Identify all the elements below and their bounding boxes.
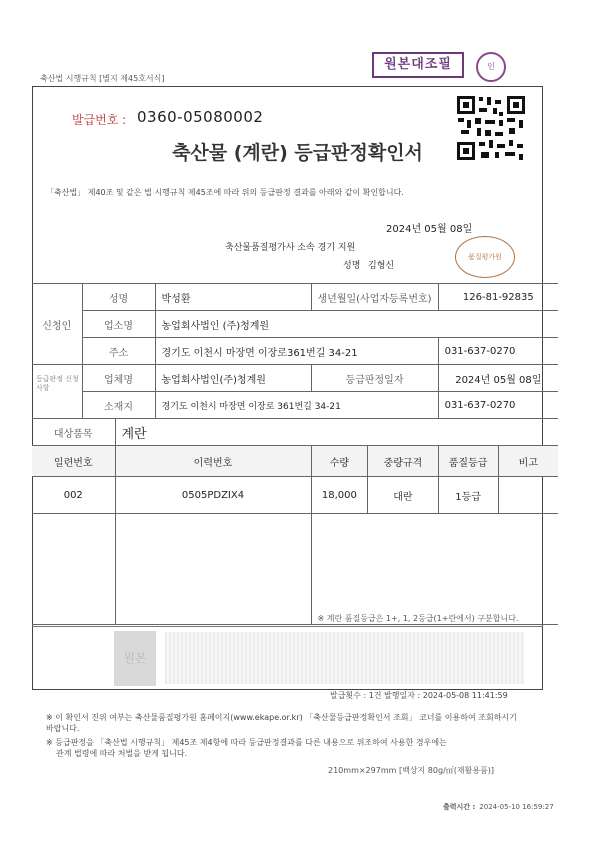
applicant-name: 박성환 (155, 284, 311, 311)
row-grade: 1등급 (438, 477, 498, 514)
print-time (443, 802, 554, 812)
company-name: 농업회사법인 (주)청계원 (155, 311, 558, 338)
official-seal-icon: 품질평가원 (455, 236, 515, 278)
issue-number-label: 발급번호 : (72, 113, 127, 127)
company-label: 업소명 (82, 311, 155, 338)
judge-date: 2024년 05월 08일 (438, 365, 558, 392)
legal-basis-text: 「축산법」 제40조 및 같은 법 시행규칙 제45조에 따라 위의 등급판정 결과를 아래와 같이 확인합니다. (46, 188, 404, 197)
document-title: 축산물 (계란) 등급판정확인서 (172, 142, 423, 164)
seal-icon: 인 (476, 52, 506, 82)
row-trace-no: 0505PDZIX4 (115, 477, 311, 514)
location-label: 소재지 (82, 392, 155, 419)
plant-label: 업체명 (82, 365, 155, 392)
plant-name: 농업회사법인(주)청계원 (155, 365, 311, 392)
table-row (32, 477, 558, 514)
row-weight-spec: 대란 (368, 477, 438, 514)
original-watermark: 원본 (114, 631, 156, 686)
print-time-label: 출력시간 : (443, 803, 476, 811)
row-serial: 002 (32, 477, 115, 514)
officer-name: 김형신 (368, 261, 395, 271)
header-remarks: 비고 (498, 446, 558, 477)
header-serial: 일련번호 (32, 446, 115, 477)
row-remarks (498, 477, 558, 514)
applicant-name-label: 성명 (82, 284, 155, 311)
footnote-penalty: 관계 법령에 따라 처벌을 받게 됩니다. (56, 749, 188, 758)
header-quantity: 수량 (311, 446, 368, 477)
officer-affiliation: 축산물품질평가사 소속 경기 지원 (225, 243, 356, 253)
judge-date-label: 등급판정일자 (311, 365, 438, 392)
security-pattern (165, 632, 525, 684)
applicant-bizno: 126-81-92835 (438, 284, 558, 311)
footnote-forgery: ※ 등급판정을 「축산법 시행규칙」 제45조 제4항에 따라 등급판정결과를 다른 내용으로 위조하여 사용한 경우에는 (46, 738, 447, 747)
request-side-label: 등급판정 신청사항 (36, 375, 79, 392)
issue-number: 0360-05080002 (137, 108, 264, 126)
applicant-group-label: 신청인 (32, 284, 82, 365)
target-item: 계란 (115, 419, 558, 446)
plant-location: 경기도 이천시 마장면 이장로 361번길 34-21 (155, 392, 438, 419)
footnote-verify: ※ 이 확인서 진위 여부는 축산물품질평가원 홈페이지(www.ekape.or.kr) 「축산물등급판정확인서 조회」 코너를 이용하여 조회하시기 바랍니다. (46, 713, 517, 733)
issue-date: 2024년 05월 08일 (386, 224, 473, 235)
applicant-bizno-label: 생년월일(사업자등록번호) (311, 284, 438, 311)
paper-spec: 210mm×297mm [백상지 80g/㎡(재활용품)] (328, 766, 495, 775)
applicant-phone: 031-637-0270 (438, 338, 558, 365)
row-quantity: 18,000 (311, 477, 368, 514)
grade-note: ※ 계란 품질등급은 1+, 1, 2등급(1+란에서) 구분합니다. (311, 514, 558, 625)
location-phone: 031-637-0270 (438, 392, 558, 419)
applicant-address: 경기도 이천시 마장면 이장로361번길 34-21 (155, 338, 438, 365)
form-reference: 축산법 시행규칙 [별지 제45호서식] (40, 74, 165, 83)
target-item-label: 대상품목 (32, 419, 115, 446)
officer-name-label: 성명 (343, 261, 361, 271)
header-weight-spec: 중량규격 (368, 446, 438, 477)
print-time-value: 2024-05-10 16:59:27 (479, 803, 554, 811)
address-label: 주소 (82, 338, 155, 365)
issue-meta: 발급횟수 : 1건 발행일자 : 2024-05-08 11:41:59 (330, 691, 508, 700)
header-grade: 품질등급 (438, 446, 498, 477)
certificate-table (32, 283, 558, 625)
header-trace-no: 이력번호 (115, 446, 311, 477)
original-copy-stamp: 원본대조필 (372, 52, 464, 78)
